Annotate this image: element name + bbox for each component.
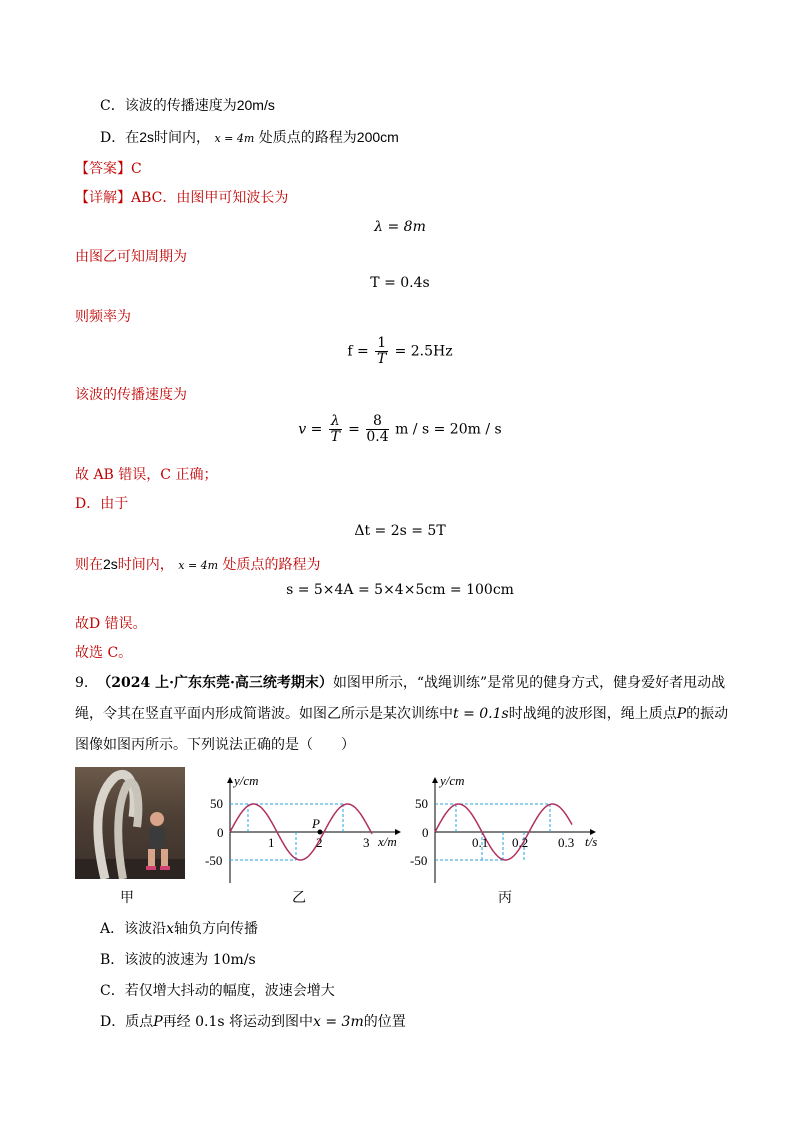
equation-dt: Δt = 2s = 5T	[354, 523, 446, 539]
text-period: 由图乙可知周期为	[75, 249, 187, 265]
equation-path: s = 5×4A = 5×4×5cm = 100cm	[286, 582, 514, 598]
t-tick-0.2: 0.2	[512, 835, 529, 850]
answer-line: 【答案】C	[75, 161, 142, 177]
y-axis-label: y/cm	[234, 773, 259, 788]
y-axis-label: y/cm	[440, 773, 465, 788]
question-9-line1: 9. （2024 上·广东东莞·高三统考期末）如图甲所示，“战绳训练”是常见的健身方式，健身爱好者甩动战	[75, 675, 726, 691]
y-tick-50: 50	[210, 796, 223, 811]
t-tick-0.1: 0.1	[472, 835, 489, 850]
x-tick-3: 3	[363, 835, 370, 850]
y-tick-neg50: -50	[410, 853, 428, 868]
question-9-line3: 图像如图丙所示。下列说法正确的是（ ）	[75, 737, 355, 753]
prev-option-d: D．在2s时间内， x = 4m 处质点的路程为200cm	[100, 129, 399, 146]
y-tick-0: 0	[422, 825, 429, 840]
text-frequency: 则频率为	[75, 309, 131, 325]
equation-frequency: f = $\frac{1}{T}$ = 2.5Hz	[347, 335, 453, 367]
option-d[interactable]: D．质点P再经 0.1s 将运动到图中x = 3m的位置	[100, 1014, 406, 1030]
caption-jia: 甲	[120, 890, 134, 906]
equation-speed: v = $\frac{\lambda}{T}$ = $\frac{8}{0.4}$ m / s = 20m / s	[298, 413, 502, 445]
caption-yi: 乙	[292, 890, 306, 906]
equation-lambda: λ = 8m	[374, 219, 426, 235]
equation-period: T = 0.4s	[370, 275, 430, 291]
text-d-since: D．由于	[75, 496, 129, 512]
text-choose: 故选 C。	[75, 645, 133, 661]
option-a[interactable]: A．该波沿x轴负方向传播	[100, 921, 259, 937]
x-axis-label: x/m	[378, 834, 397, 849]
vibration-graph-bing	[400, 770, 620, 890]
y-tick-0: 0	[217, 825, 224, 840]
text-d-wrong: 故D 错误。	[75, 616, 147, 632]
wave-graph-yi	[200, 770, 420, 890]
battle-rope-photo	[75, 767, 185, 879]
text-speed: 该波的传播速度为	[75, 387, 187, 403]
t-tick-0.3: 0.3	[558, 835, 575, 850]
text-ab-wrong: 故 AB 错误，C 正确；	[75, 467, 218, 483]
y-tick-neg50: -50	[205, 853, 223, 868]
option-c[interactable]: C．若仅增大抖动的幅度，波速会增大	[100, 983, 335, 999]
text-path: 则在2s时间内， x = 4m 处质点的路程为	[75, 556, 321, 573]
x-tick-1: 1	[268, 835, 275, 850]
option-b[interactable]: B．该波的波速为 10m/s	[100, 952, 256, 968]
question-9-line2: 绳，令其在竖直平面内形成简谐波。如图乙所示是某次训练中t = 0.1s时战绳的波形图，绳上质点P的振动	[75, 706, 729, 722]
detail-line: 【详解】ABC．由图甲可知波长为	[75, 190, 289, 206]
prev-option-c: C．该波的传播速度为20m/s	[100, 97, 275, 114]
x-axis-label: t/s	[585, 834, 598, 849]
caption-bing: 丙	[498, 890, 512, 906]
y-tick-50: 50	[415, 796, 428, 811]
point-p-label: P	[312, 816, 320, 831]
x-tick-2: 2	[316, 835, 323, 850]
